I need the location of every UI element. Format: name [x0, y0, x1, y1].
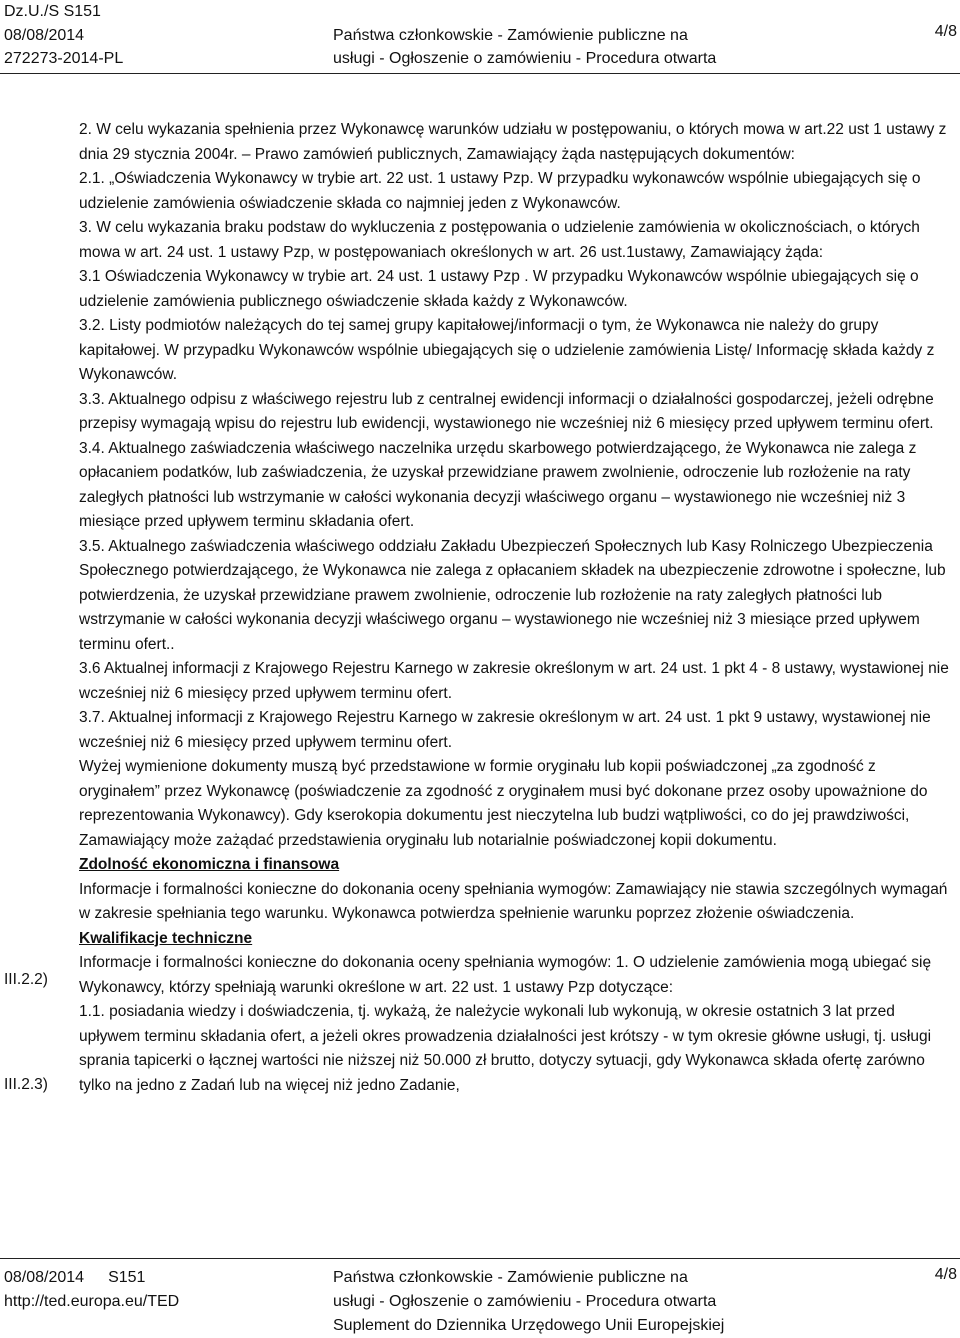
footer-title-line2: usługi - Ogłoszenie o zamówieniu - Procedura otwarta: [333, 1293, 717, 1310]
paragraph: Informacje i formalności konieczne do dokonania oceny spełniania wymogów: 1. O udzielenie zamówienia mogą ubiegać się Wykonawcy, którzy spełniają warunki określone w art. 22 ust. 1 ustawy Pzp dotyczące:: [79, 954, 932, 996]
section-label-iii-2-2: III.2.2): [4, 971, 48, 988]
header-title-line1: Państwa członkowskie - Zamówienie publiczne na: [333, 26, 688, 44]
page-header: [0, 0, 960, 70]
footer-page-number: 4/8: [934, 1266, 957, 1283]
paragraph: 3. W celu wykazania braku podstaw do wykluczenia z postępowania o udzielenie zamówienia w okolicznościach, o których mowa w art. 24 ust. 1 ustawy Pzp, w postępowaniach określonych w art. 26 ust.1ustawy, Zamawiający żąda:: [79, 219, 920, 261]
doc-reference: Dz.U./S S151: [4, 3, 101, 20]
header-left: [4, 0, 123, 71]
paragraph: 2. W celu wykazania spełnienia przez Wykonawcę warunków udziału w postępowaniu, o których mowa w art.22 ust 1 ustawy z dnia 29 stycznia 2004r. – Prawo zamówień publicznych, Zamawiający żąda następujących dokumentów:: [79, 121, 947, 163]
paragraph: 3.7. Aktualnej informacji z Krajowego Rejestru Karnego w zakresie określonym w art. 24 ust. 1 pkt 9 ustawy, wystawionej nie wcześniej niż 6 miesięcy przed upływem terminu ofert.: [79, 709, 931, 751]
section-label-iii-2-3: III.2.3): [4, 1076, 48, 1093]
footer-date: 08/08/2014: [4, 1269, 85, 1286]
paragraph: 3.3. Aktualnego odpisu z właściwego rejestru lub z centralnej ewidencji informacji o działalności gospodarczej, jeżeli odrębne przepisy wymagają wpisu do rejestru lub ewidencji, wystawionego nie wcześniej niż 6 miesięcy przed upływem terminu ofert.: [79, 390, 934, 432]
footer-title-line3: Suplement do Dziennika Urzędowego Unii Europejskiej: [333, 1317, 725, 1334]
notice-id: 272273-2014-PL: [4, 50, 124, 67]
header-title-line2: usługi - Ogłoszenie o zamówieniu - Procedura otwarta: [333, 50, 717, 67]
section-heading-technical: Kwalifikacje techniczne: [79, 929, 253, 947]
paragraph: 3.2. Listy podmiotów należących do tej samej grupy kapitałowej/informacji o tym, że Wykonawca nie należy do grupy kapitałowej. W przypadku Wykonawców wspólnie ubiegających się o udzielenie zamówienia Listę/ Informację składa każdy z Wykonawców.: [79, 317, 935, 383]
paragraph: Informacje i formalności konieczne do dokonania oceny spełniania wymogów: Zamawiający nie stawia szczególnych wymagań w zakresie spełniania tego warunku. Wykonawca potwierdza spełnienie warunku poprzez złożenie oświadczenia.: [79, 880, 948, 922]
paragraph: 1.1. posiadania wiedzy i doświadczenia, tj. wykażą, że należycie wykonali lub wykonują, w okresie ostatnich 3 lat przed upływem terminu składania ofert, a jeżeli okres prowadzenia działalności jest krótszy - w tym okresie główne usługi, tj. usługi sprania tapicerki o łącznej wartości nie niższej niż 50.000 zł brutto, dotyczy sytuacji, gdy Wykonawca składa ofertę zarówno tylko na jedno z Zadań lub na więcej niż jedno Zadanie,: [79, 1003, 932, 1094]
paragraph: Wyżej wymienione dokumenty muszą być przedstawione w formie oryginału lub kopii poświadczonej „za zgodność z oryginałem” przez Wykonawcę (poświadczenie za zgodność z oryginałem musi być dokonane przez osoby upoważnione do reprezentowania Wykonawcy). Gdy kserokopia dokumentu jest nieczytelna lub budzi wątpliwości, co do jej prawdziwości, Zamawiający może zażądać przedstawienia oryginału lub notarialnie poświadczonej kopii dokumentu.: [79, 758, 928, 849]
paragraph: 3.5. Aktualnego zaświadczenia właściwego oddziału Zakładu Ubezpieczeń Społecznych lub Kasy Rolniczego Ubezpieczenia Społecznego potwierdzającego, że Wykonawca nie zalega z opłacaniem składek na ubezpieczenie zdrowotne i społeczne, lub potwierdzenia, że uzyskał przewidziane prawem zwolnienie, odroczenie lub rozłożenie na raty zaległych płatności lub wstrzymanie w całości wykonania decyzji właściwego organu – wystawionego nie wcześniej niż 3 miesiące przed upływem terminu ofert..: [79, 537, 946, 653]
footer-left: [4, 1266, 179, 1314]
header-rule: [0, 73, 960, 74]
paragraph: 3.6 Aktualnej informacji z Krajowego Rejestru Karnego w zakresie określonym w art. 24 ust. 1 pkt 4 - 8 ustawy, wystawionej nie wcześniej niż 6 miesięcy przed upływem terminu ofert.: [79, 660, 949, 702]
footer-title-line1: Państwa członkowskie - Zamówienie publiczne na: [333, 1269, 688, 1286]
paragraph: 3.1 Oświadczenia Wykonawcy w trybie art. 24 ust. 1 ustawy Pzp . W przypadku Wykonawców wspólnie ubiegających się o udzielenie zamówienia publicznego oświadczenie składa każdy z Wykonawców.: [79, 268, 919, 310]
footer-title: [333, 1266, 763, 1338]
header-title: [333, 0, 753, 71]
footer-rule: [0, 1258, 960, 1259]
header-date: 08/08/2014: [4, 26, 85, 44]
paragraph: 2.1. „Oświadczenia Wykonawcy w trybie art. 22 ust. 1 ustawy Pzp. W przypadku wykonawców wspólnie ubiegających się o udzielenie zamówienia oświadczenie składa co najmniej jeden z Wykonawców.: [79, 170, 921, 212]
paragraph: 3.4. Aktualnego zaświadczenia właściwego naczelnika urzędu skarbowego potwierdzającego, że Wykonawca nie zalega z opłacaniem podatków, lub zaświadczenia, że uzyskał przewidziane prawem zwolnienie, odroczenie lub rozłożenie na raty zaległych płatności lub wstrzymanie w całości wykonania decyzji właściwego organu – wystawionego nie wcześniej niż 3 miesiące przed upływem terminu składania ofert.: [79, 439, 917, 530]
header-page-number: 4/8: [934, 23, 957, 40]
document-body: [79, 118, 955, 1098]
page-footer: [0, 1262, 960, 1334]
section-heading-financial: Zdolność ekonomiczna i finansowa: [79, 856, 340, 873]
footer-url-link[interactable]: http://ted.europa.eu/TED: [4, 1293, 180, 1310]
footer-series: S151: [108, 1269, 146, 1286]
